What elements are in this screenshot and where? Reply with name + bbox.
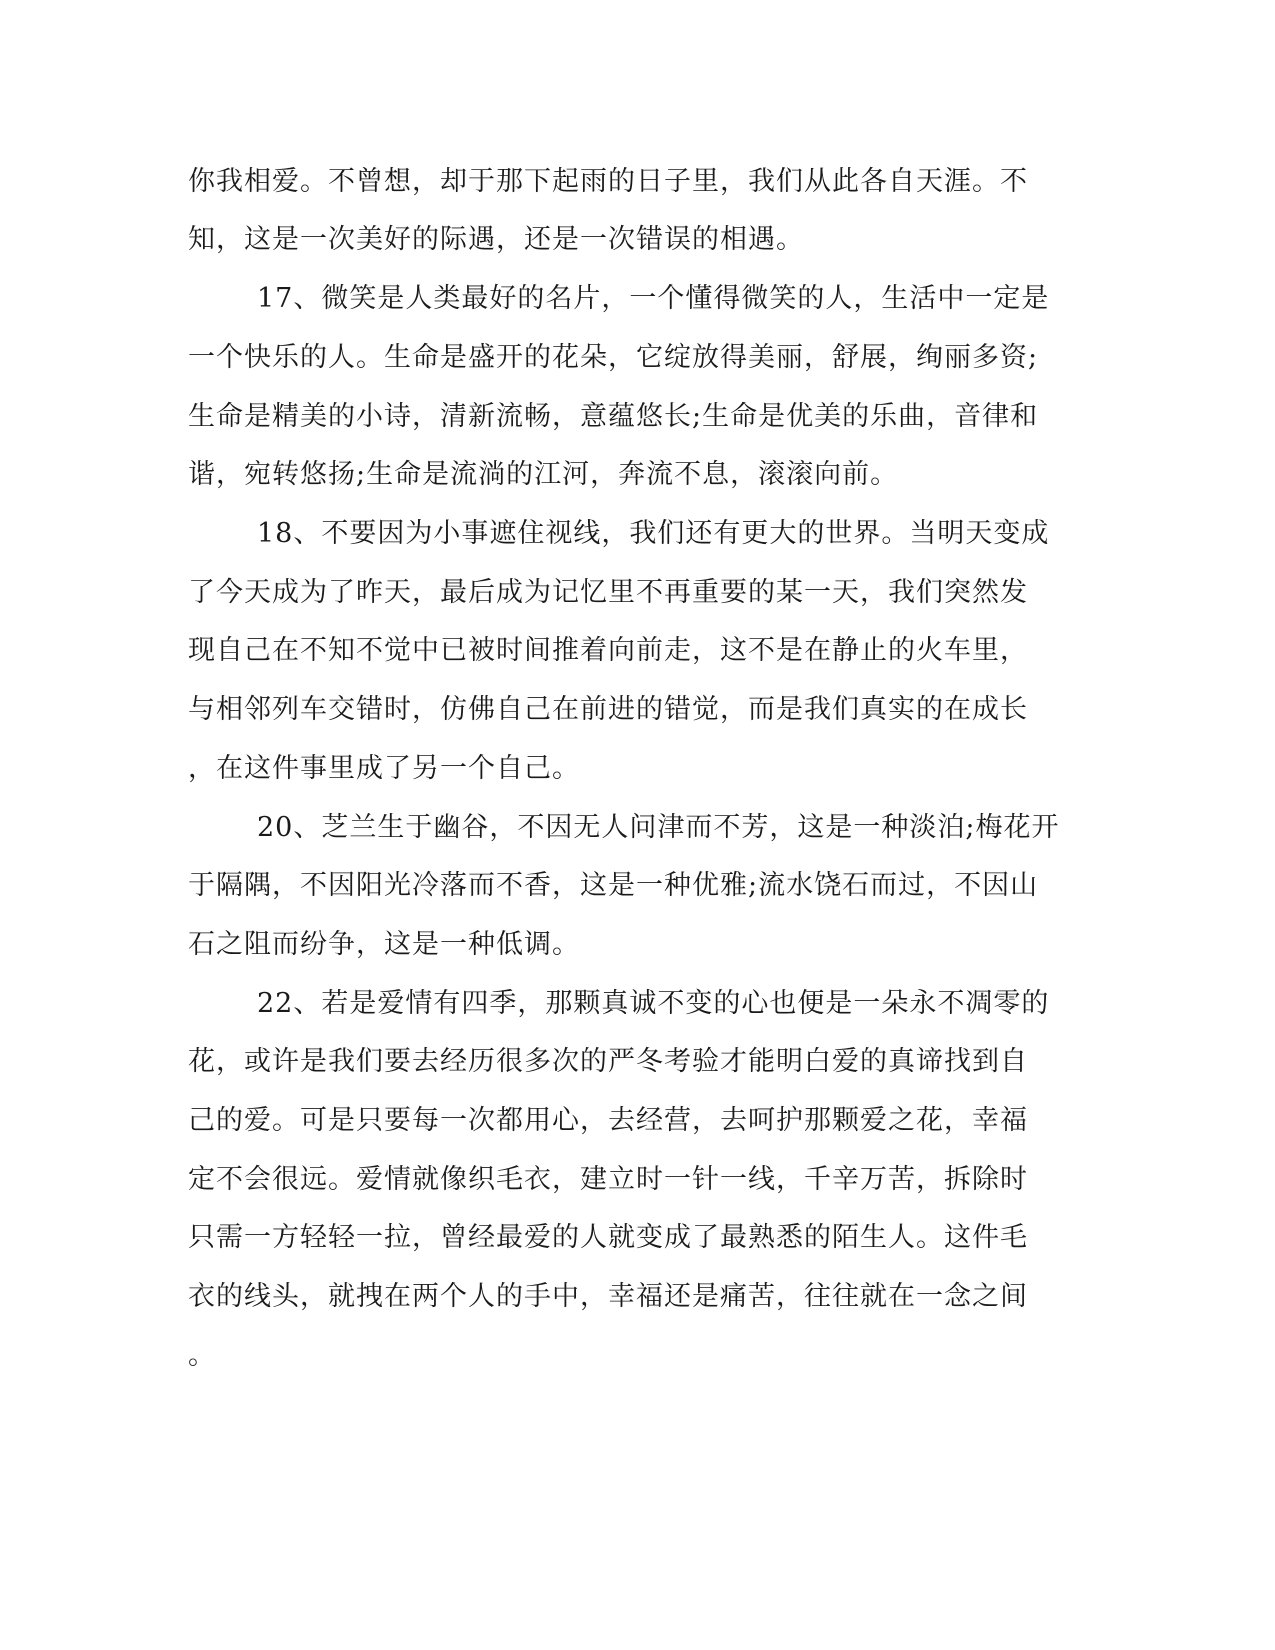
text-line: 知，这是一次美好的际遇，还是一次错误的相遇。: [188, 224, 804, 255]
paragraph-22-start: 22、若是爱情有四季，那颗真诚不变的心也便是一朵永不凋零的: [257, 988, 1050, 1019]
text-line: ，在这件事里成了另一个自己。: [188, 753, 580, 784]
text-line: 只需一方轻轻一拉，曾经最爱的人就变成了最熟悉的陌生人。这件毛: [188, 1222, 1028, 1253]
text-line: 石之阻而纷争，这是一种低调。: [188, 929, 580, 960]
text-line: 了今天成为了昨天，最后成为记忆里不再重要的某一天，我们突然发: [188, 577, 1028, 608]
text-line: 己的爱。可是只要每一次都用心，去经营，去呵护那颗爱之花，幸福: [188, 1105, 1028, 1136]
text-line: 一个快乐的人。生命是盛开的花朵，它绽放得美丽，舒展，绚丽多资;: [188, 342, 1039, 373]
paragraph-20-start: 20、芝兰生于幽谷，不因无人问津而不芳，这是一种淡泊;梅花开: [257, 812, 1060, 843]
text-line: 你我相爱。不曾想，却于那下起雨的日子里，我们从此各自天涯。不: [188, 166, 1028, 197]
paragraph-18-start: 18、不要因为小事遮住视线，我们还有更大的世界。当明天变成: [257, 518, 1050, 549]
text-line: 衣的线头，就拽在两个人的手中，幸福还是痛苦，往往就在一念之间: [188, 1281, 1028, 1312]
paragraph-17-start: 17、微笑是人类最好的名片，一个懂得微笑的人，生活中一定是: [257, 283, 1050, 314]
text-line: 现自己在不知不觉中已被时间推着向前走，这不是在静止的火车里，: [188, 635, 1028, 666]
text-line: 。: [188, 1340, 216, 1371]
text-line: 生命是精美的小诗，清新流畅，意蕴悠长;生命是优美的乐曲，音律和: [188, 401, 1039, 432]
text-line: 花，或许是我们要去经历很多次的严冬考验才能明白爱的真谛找到自: [188, 1046, 1028, 1077]
text-line: 与相邻列车交错时，仿佛自己在前进的错觉，而是我们真实的在成长: [188, 694, 1028, 725]
text-line: 于隔隅，不因阳光冷落而不香，这是一种优雅;流水饶石而过，不因山: [188, 870, 1039, 901]
text-line: 定不会很远。爱情就像织毛衣，建立时一针一线，千辛万苦，拆除时: [188, 1164, 1028, 1195]
text-line: 谐，宛转悠扬;生命是流淌的江河，奔流不息，滚滚向前。: [188, 459, 899, 490]
